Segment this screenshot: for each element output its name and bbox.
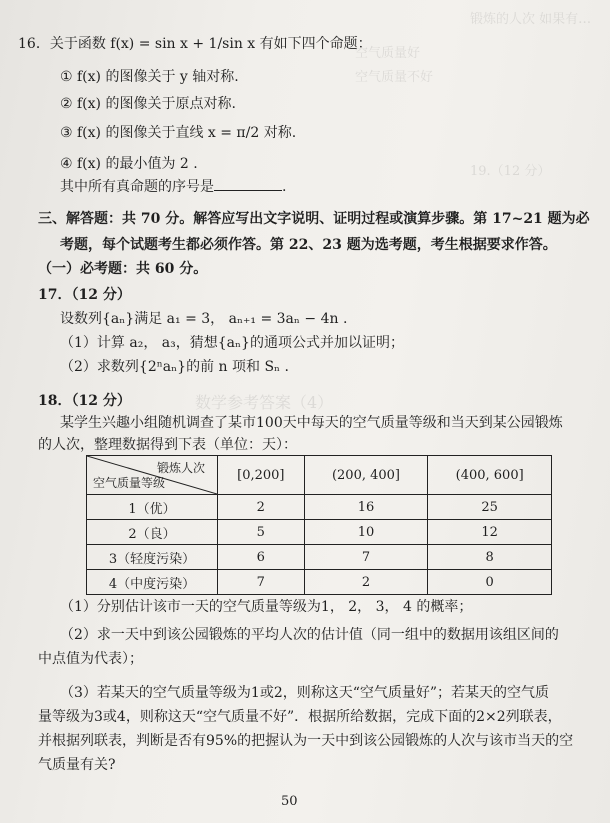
answer-blank <box>214 176 282 191</box>
table-cell: 5 <box>218 520 305 545</box>
row-label: 3（轻度污染） <box>87 545 218 570</box>
table-cell: 2 <box>304 570 428 595</box>
section3-heading: 三、解答题：共 70 分。解答应写出文字说明、证明过程或演算步骤。第 17~21 题为必 <box>38 211 590 227</box>
q18-stem-line1: 某学生兴趣小组随机调查了某市100天中每天的空气质量等级和当天到某公园锻炼 <box>60 415 563 431</box>
q17-title: 17．（12 分） <box>38 287 131 303</box>
page-number: 50 <box>281 794 298 809</box>
table-corner-cell <box>87 456 218 495</box>
q17-part-2: （2）求数列{2ⁿaₙ}的前 n 项和 Sₙ . <box>60 359 290 375</box>
q16-option-3: ③ f(x) 的图像关于直线 x = π/2 对称. <box>60 125 297 141</box>
bleed-through-text: 空气质量好 <box>355 46 421 61</box>
row-label: 1（优） <box>87 495 218 520</box>
table-cell: 10 <box>304 520 428 545</box>
row-label: 2（良） <box>87 520 218 545</box>
q18-stem-line2: 的人次，整理数据得到下表（单位：天）： <box>38 437 297 453</box>
air-quality-table <box>86 455 552 595</box>
table-cell: 25 <box>428 495 552 520</box>
bleed-through-text: 空气质量不好 <box>355 70 434 85</box>
table-cell: 7 <box>218 570 305 595</box>
column-header: [0,200] <box>218 456 305 495</box>
section3-heading-cont: 考题，每个试题考生都必须作答。第 22、23 题为选考题，考生根据要求作答。 <box>60 237 557 253</box>
q18-part-1: （1）分别估计该市一天的空气质量等级为1， 2， 3， 4 的概率； <box>60 599 473 615</box>
column-header: (400, 600] <box>428 456 552 495</box>
corner-label-bottom: 空气质量等级 <box>93 476 166 490</box>
table-row <box>87 495 552 520</box>
table-cell: 7 <box>304 545 428 570</box>
table-cell: 8 <box>428 545 552 570</box>
q17-stem: 设数列{aₙ}满足 a₁ = 3， aₙ₊₁ = 3aₙ − 4n . <box>60 311 348 327</box>
table-cell: 12 <box>428 520 552 545</box>
q16-option-2: ② f(x) 的图像关于原点对称. <box>60 96 236 112</box>
row-label: 4（中度污染） <box>87 570 218 595</box>
table-row <box>87 520 552 545</box>
table-cell: 2 <box>218 495 305 520</box>
table-cell: 6 <box>218 545 305 570</box>
table-cell: 16 <box>304 495 428 520</box>
q18-title: 18．（12 分） <box>38 393 131 409</box>
q16-option-1: ① f(x) 的图像关于 y 轴对称. <box>60 69 239 85</box>
table-header-row <box>87 456 552 495</box>
table-cell: 0 <box>428 570 552 595</box>
column-header: (200, 400] <box>304 456 428 495</box>
table-row <box>87 545 552 570</box>
q18-part-3-line4: 气质量有关? <box>38 757 116 773</box>
q17-part-1: （1）计算 a₂， a₃，猜想{aₙ}的通项公式并加以证明； <box>60 335 404 351</box>
q18-part-3-line1: （3）若某天的空气质量等级为1或2，则称这天“空气质量好”；若某天的空气质 <box>60 685 550 701</box>
q16-ask-text: 其中所有真命题的序号是 <box>60 179 214 195</box>
q18-part-2-line2: 中点值为代表）； <box>38 651 143 667</box>
q18-part-3-line3: 并根据列联表，判断是否有95%的把握认为一天中到该公园锻炼的人次与该市当天的空 <box>38 733 574 749</box>
bleed-through-text: 19.（12 分） <box>470 164 551 179</box>
section3-subheading: （一）必考题：共 60 分。 <box>38 261 208 277</box>
q16-title: 16．关于函数 f(x) = sin x + 1/sin x 有如下四个命题： <box>18 36 372 52</box>
corner-label-top: 锻炼人次 <box>156 461 205 475</box>
q18-part-3-line2: 量等级为3或4，则称这天“空气质量不好”．根据所给数据，完成下面的2×2列联表， <box>38 709 562 725</box>
bleed-through-text: 数学参考答案（4） <box>195 393 334 412</box>
q18-part-2-line1: （2）求一天中到该公园锻炼的平均人次的估计值（同一组中的数据用该组区间的 <box>60 627 559 643</box>
bleed-through-text: 锻炼的人次 如果有… <box>470 12 592 27</box>
table-row <box>87 570 552 595</box>
q16-question: 其中所有真命题的序号是 . <box>60 176 286 196</box>
q16-option-4: ④ f(x) 的最小值为 2 . <box>60 156 198 172</box>
